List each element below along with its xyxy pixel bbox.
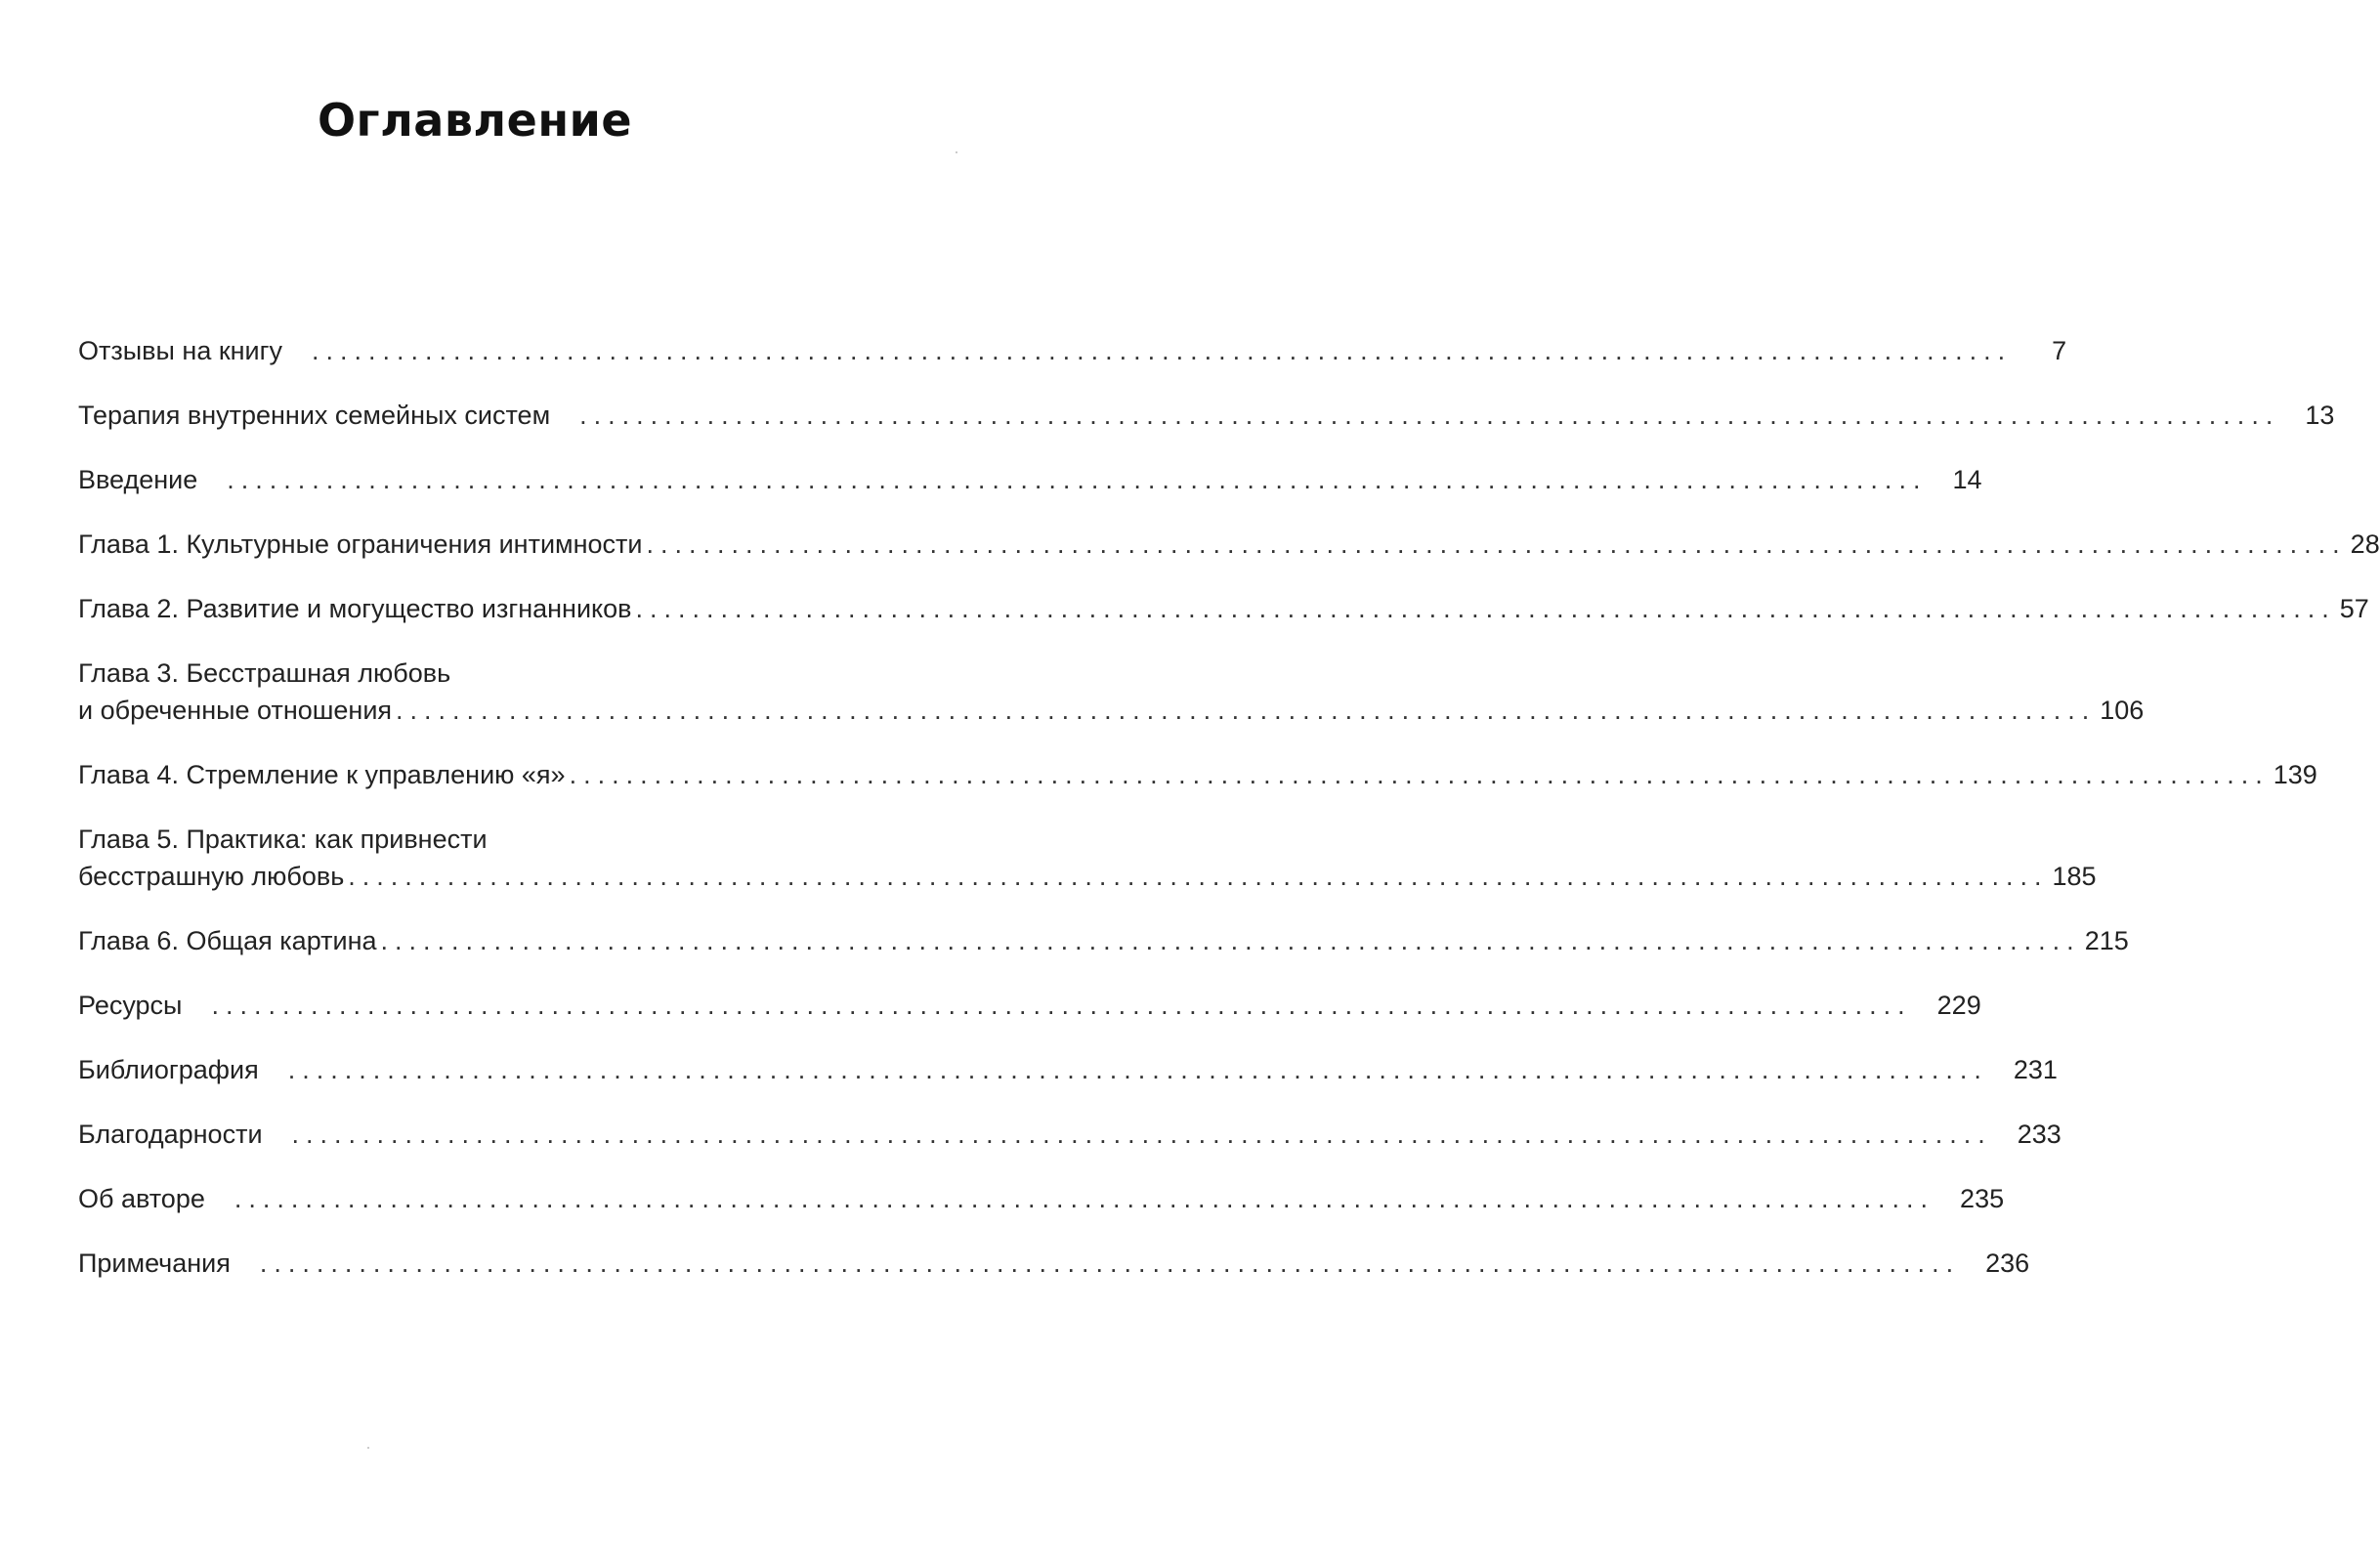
scan-speck (367, 1447, 369, 1449)
toc-entry-page: 13 (2305, 401, 2335, 430)
toc-entry-page: 236 (1985, 1248, 2030, 1278)
scan-speck (956, 151, 957, 153)
toc-entry-label-line2: бесстрашную любовь (78, 862, 345, 891)
toc-entry-label: Примечания (78, 1248, 231, 1278)
toc-entry-bibliography[interactable] (78, 1051, 2058, 1088)
toc-entry-label: Введение (78, 465, 198, 494)
toc-entry-resources[interactable] (78, 987, 1981, 1024)
dot-leader: ........................................................................................................................ (259, 1248, 1961, 1278)
toc-entry-label-line1: Глава 5. Практика: как привнести (78, 825, 488, 854)
dot-leader: ........................................................................................................................ (291, 1120, 1992, 1149)
toc-entry-label-line1: Глава 3. Бесстрашная любовь (78, 658, 451, 688)
toc-entry-page: 14 (1952, 465, 1982, 494)
dot-leader: ........................................................................................................................ (380, 926, 2081, 955)
toc-entry-page: 231 (2013, 1055, 2058, 1084)
toc-entry-page: 7 (2052, 336, 2067, 365)
dot-leader: ........................................................................................................................ (312, 336, 2013, 365)
toc-entry-chapter-6[interactable] (78, 922, 2129, 959)
toc-entry-chapter-2[interactable] (78, 590, 2369, 627)
toc-entry-ifs-therapy[interactable] (78, 397, 2335, 434)
toc-entry-label: Глава 1. Культурные ограничения интимности (78, 529, 643, 559)
dot-leader: ........................................................................................................................ (287, 1055, 1988, 1084)
page-title: Оглавление (317, 94, 633, 147)
dot-leader: ........................................................................................................................ (646, 529, 2347, 559)
toc-entry-label: Глава 6. Общая картина (78, 926, 377, 955)
toc-entry-notes[interactable] (78, 1245, 2030, 1282)
toc-entry-label: Отзывы на книгу (78, 336, 282, 365)
toc-entry-label: Глава 2. Развитие и могущество изгнанников (78, 594, 632, 623)
toc-entry-label: Благодарности (78, 1120, 263, 1149)
toc-entry-chapter-1[interactable] (78, 526, 2380, 563)
toc-entry-about-author[interactable] (78, 1180, 2005, 1217)
toc-entry-page: 233 (2017, 1120, 2061, 1149)
table-of-contents (78, 332, 2380, 1309)
toc-entry-page: 57 (2339, 594, 2369, 623)
toc-entry-reviews[interactable] (78, 332, 2067, 369)
toc-entry-label: Библиография (78, 1055, 259, 1084)
toc-entry-page: 106 (2100, 696, 2145, 725)
toc-entry-chapter-3[interactable] (78, 655, 2145, 729)
dot-leader: ........................................................................................................................ (396, 696, 2097, 725)
dot-leader: ........................................................................................................................ (234, 1184, 1935, 1213)
toc-entry-page: 229 (1936, 991, 1981, 1020)
toc-entry-label: Ресурсы (78, 991, 183, 1020)
toc-entry-chapter-4[interactable] (78, 756, 2317, 793)
dot-leader: ........................................................................................................................ (569, 760, 2270, 789)
toc-entry-label: Глава 4. Стремление к управлению «я» (78, 760, 566, 789)
toc-entry-introduction[interactable] (78, 461, 1982, 498)
toc-entry-page: 28 (2350, 529, 2380, 559)
toc-entry-label: Об авторе (78, 1184, 205, 1213)
toc-entry-page: 185 (2052, 862, 2097, 891)
toc-entry-page: 235 (1960, 1184, 2005, 1213)
toc-entry-chapter-5[interactable] (78, 821, 2097, 895)
toc-entry-acknowledgments[interactable] (78, 1116, 2061, 1153)
dot-leader: ........................................................................................................................ (635, 594, 2336, 623)
toc-entry-page: 139 (2273, 760, 2317, 789)
dot-leader: ........................................................................................................................ (348, 862, 2049, 891)
toc-entry-label: Терапия внутренних семейных систем (78, 401, 551, 430)
toc-entry-label-line2: и обреченные отношения (78, 696, 393, 725)
dot-leader: ........................................................................................................................ (211, 991, 1912, 1020)
toc-entry-page: 215 (2084, 926, 2129, 955)
dot-leader: ........................................................................................................................ (227, 465, 1928, 494)
dot-leader: ........................................................................................................................ (579, 401, 2280, 430)
